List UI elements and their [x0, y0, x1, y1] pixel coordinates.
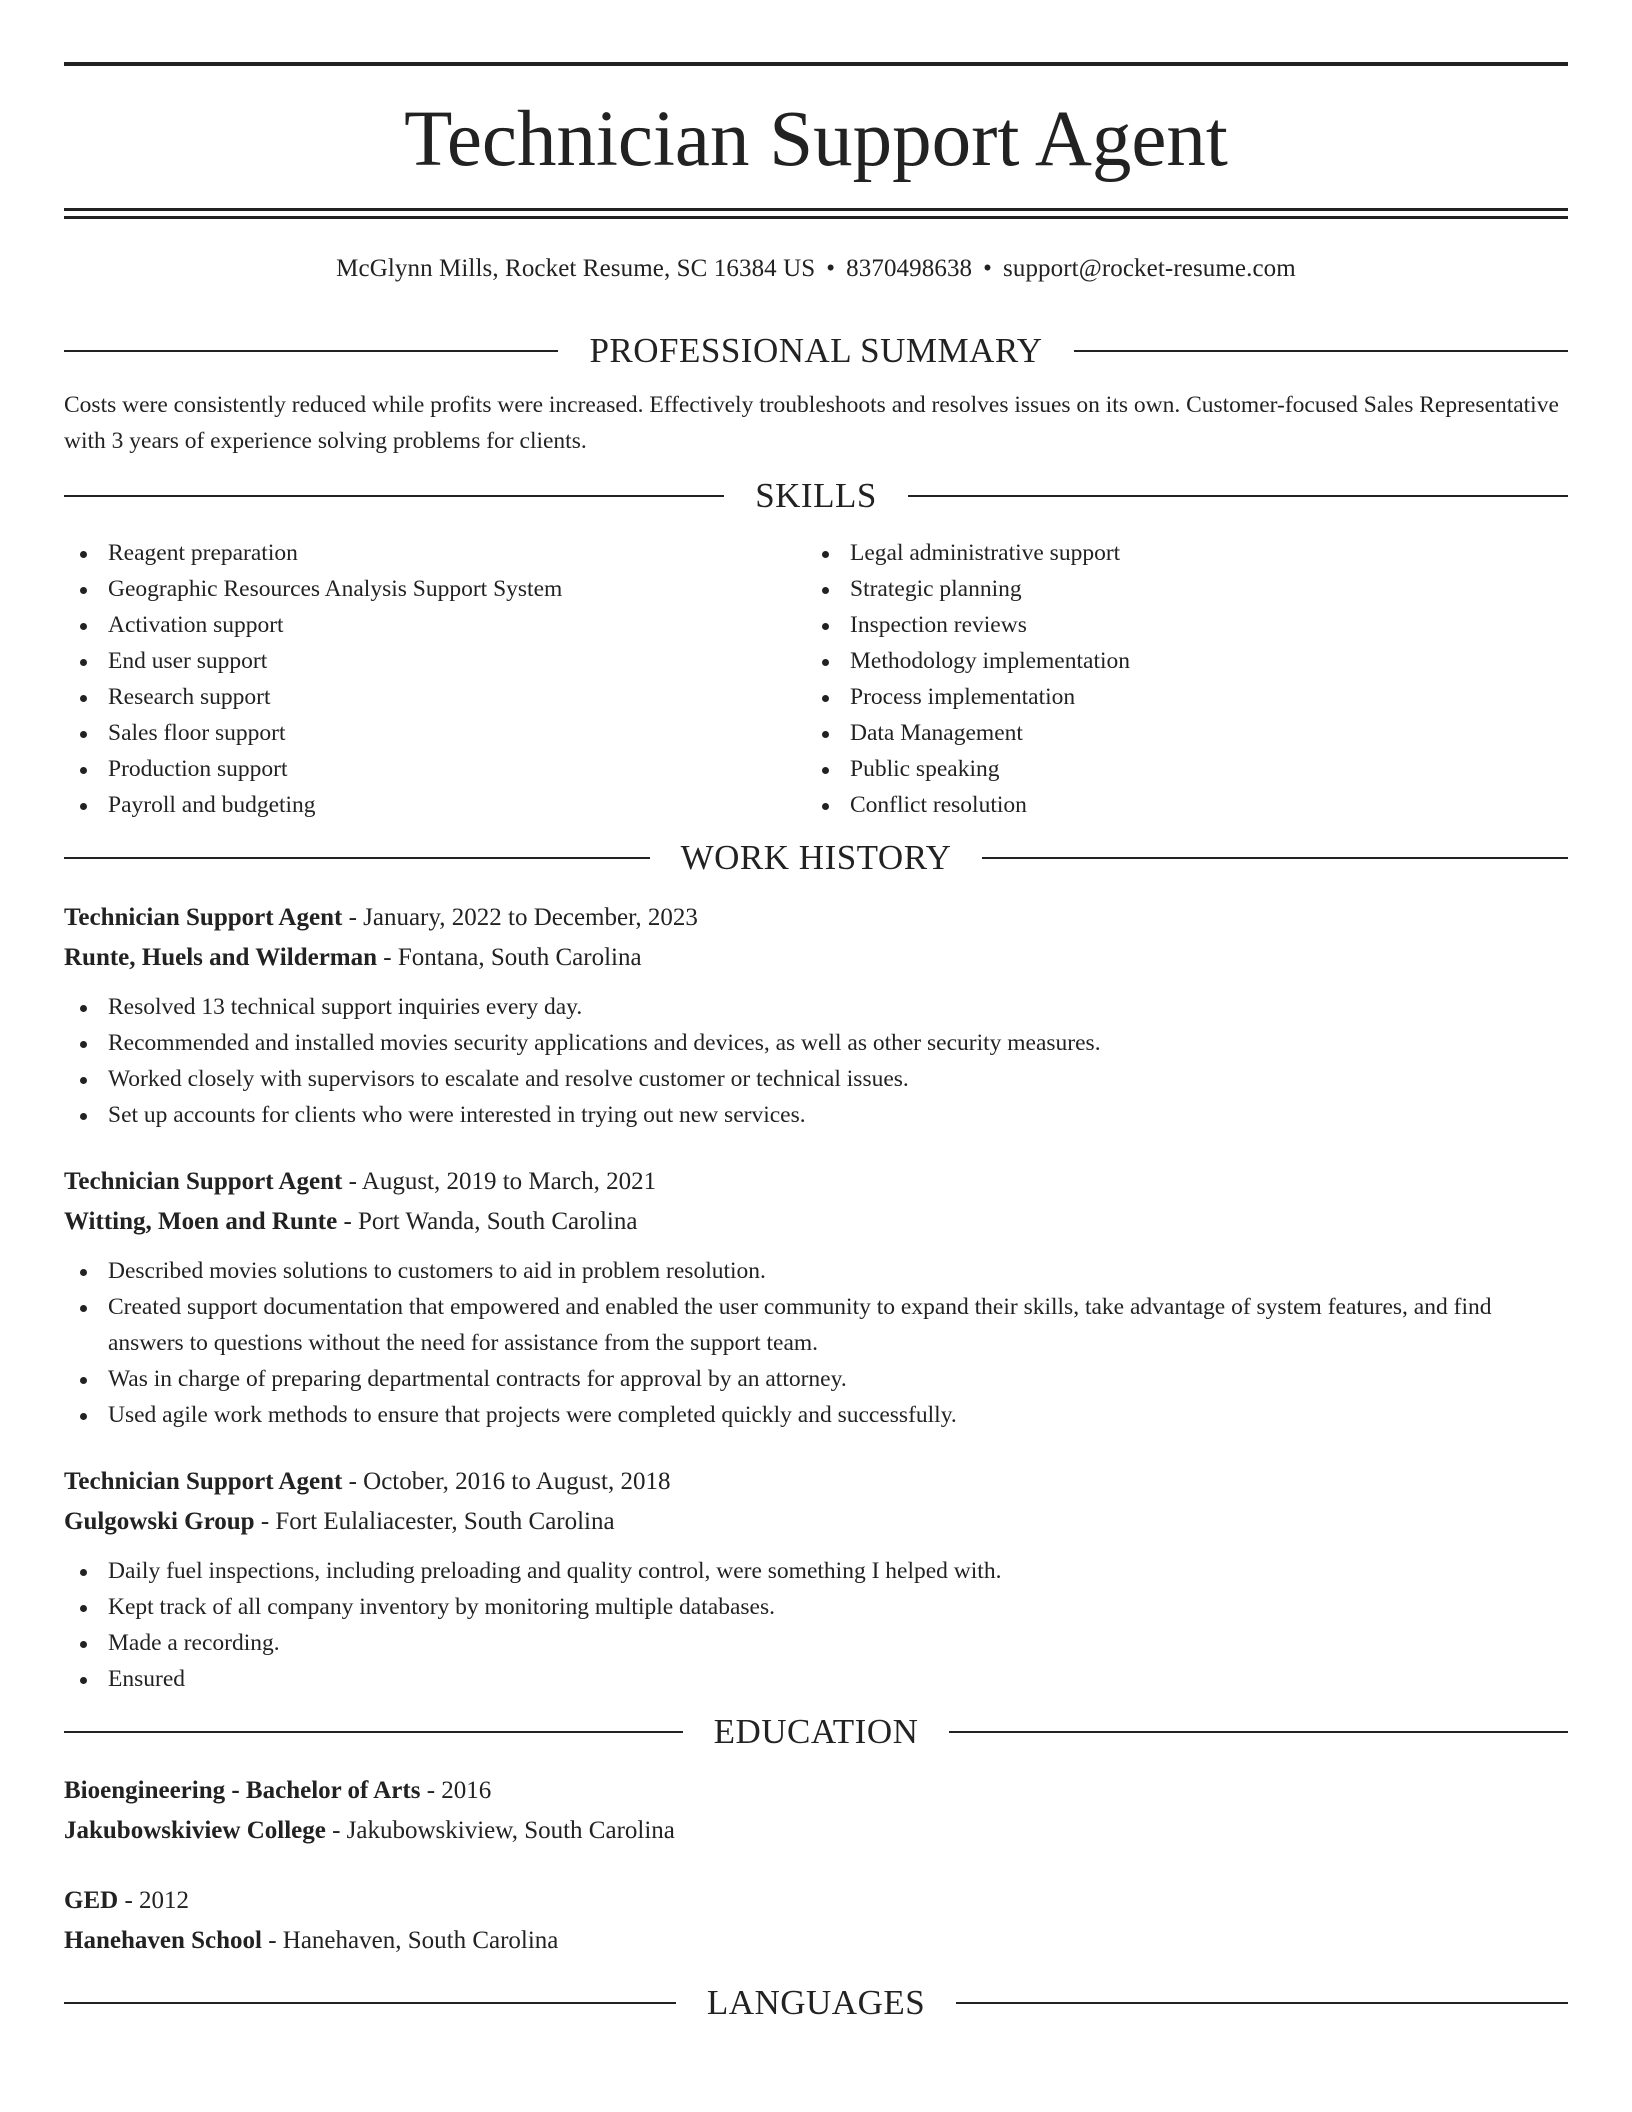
education-year: - 2012	[118, 1887, 190, 1914]
skill-item: Sales floor support	[64, 715, 806, 751]
divider-line	[64, 350, 558, 352]
skills-list-left	[64, 535, 806, 823]
section-header-summary	[64, 331, 1568, 371]
job-bullet: Worked closely with supervisors to escalate and resolve customer or technical issues.	[64, 1061, 1568, 1097]
job-title-line	[64, 898, 1568, 938]
job-bullet: Set up accounts for clients who were interested in trying out new services.	[64, 1097, 1568, 1133]
section-title-summary: PROFESSIONAL SUMMARY	[589, 331, 1043, 370]
contact-phone: 8370498638	[846, 255, 973, 282]
job-title-line	[64, 1462, 1568, 1502]
section-title-work: WORK HISTORY	[680, 838, 952, 877]
job-dates: - October, 2016 to August, 2018	[342, 1468, 671, 1495]
education-degree: GED	[64, 1887, 119, 1914]
job-company: Gulgowski Group	[64, 1508, 255, 1535]
divider-line	[64, 1731, 683, 1733]
job-title: Technician Support Agent	[64, 1168, 343, 1195]
job-bullet: Made a recording.	[64, 1625, 1568, 1661]
job-bullets	[64, 1253, 1568, 1433]
job-bullet: Resolved 13 technical support inquiries every day.	[64, 989, 1568, 1025]
job-location: - Fontana, South Carolina	[377, 944, 642, 971]
job-entry	[64, 1462, 1568, 1697]
contact-separator: •	[826, 255, 836, 282]
divider-line	[908, 495, 1568, 497]
skills-list-right	[806, 535, 1548, 823]
job-company-line	[64, 1202, 1568, 1242]
skill-item: Research support	[64, 679, 806, 715]
education-degree-line	[64, 1771, 1568, 1811]
skill-item: Geographic Resources Analysis Support System	[64, 571, 806, 607]
contact-email: support@rocket-resume.com	[1003, 255, 1296, 282]
skill-item: Reagent preparation	[64, 535, 806, 571]
education-degree-line	[64, 1881, 1568, 1921]
job-company-line	[64, 938, 1568, 978]
job-location: - Fort Eulaliacester, South Carolina	[254, 1508, 615, 1535]
education-school: Hanehaven School	[64, 1927, 262, 1954]
contact-separator: •	[983, 255, 993, 282]
resume-title: Technician Support Agent	[404, 96, 1228, 183]
job-bullet: Kept track of all company inventory by monitoring multiple databases.	[64, 1589, 1568, 1625]
job-location: - Port Wanda, South Carolina	[337, 1208, 638, 1235]
education-entry	[64, 1881, 1568, 1961]
section-header-skills	[64, 476, 1568, 516]
job-dates: - August, 2019 to March, 2021	[342, 1168, 657, 1195]
divider-line	[64, 2002, 676, 2004]
skill-item: Activation support	[64, 607, 806, 643]
section-title-skills: SKILLS	[755, 476, 877, 515]
job-company-line	[64, 1502, 1568, 1542]
divider-line	[982, 857, 1568, 859]
contact-address: McGlynn Mills, Rocket Resume, SC 16384 US	[336, 255, 816, 282]
skill-item: End user support	[64, 643, 806, 679]
education-school-line	[64, 1921, 1568, 1961]
skill-item: Legal administrative support	[806, 535, 1548, 571]
divider-line	[956, 2002, 1568, 2004]
job-bullet: Created support documentation that empowered and enabled the user community to expand their skills, take advantage of system features, and find answers to questions without the need for assistance from the support team.	[64, 1289, 1568, 1361]
skill-item: Strategic planning	[806, 571, 1548, 607]
resume-page	[64, 62, 1568, 2023]
skill-item: Production support	[64, 751, 806, 787]
title-rule-lower	[64, 216, 1568, 219]
job-bullet: Used agile work methods to ensure that projects were completed quickly and successfully.	[64, 1397, 1568, 1433]
summary-text: Costs were consistently reduced while profits were increased. Effectively troubleshoots and resolves issues on its own. Customer-focused Sales Representative with 3 years of experience solving problems for clients.	[64, 392, 1559, 454]
job-bullet: Ensured	[64, 1661, 1568, 1697]
education-year: - 2016	[420, 1777, 492, 1804]
job-dates: - January, 2022 to December, 2023	[342, 904, 698, 931]
section-title-education: EDUCATION	[713, 1712, 919, 1751]
contact-line	[64, 254, 1568, 284]
section-header-languages	[64, 1983, 1568, 2023]
skill-item: Payroll and budgeting	[64, 787, 806, 823]
education-location: - Jakubowskiview, South Carolina	[325, 1817, 675, 1844]
divider-line	[64, 495, 724, 497]
divider-line	[64, 857, 650, 859]
job-bullet: Was in charge of preparing departmental contracts for approval by an attorney.	[64, 1361, 1568, 1397]
job-bullet: Daily fuel inspections, including preloading and quality control, were something I helped with.	[64, 1553, 1568, 1589]
section-header-work	[64, 838, 1568, 878]
education-degree: Bioengineering - Bachelor of Arts	[64, 1777, 421, 1804]
job-bullet: Recommended and installed movies security applications and devices, as well as other security measures.	[64, 1025, 1568, 1061]
job-bullet: Described movies solutions to customers to aid in problem resolution.	[64, 1253, 1568, 1289]
education-location: - Hanehaven, South Carolina	[261, 1927, 559, 1954]
divider-line	[949, 1731, 1568, 1733]
skill-item: Conflict resolution	[806, 787, 1548, 823]
job-company: Witting, Moen and Runte	[64, 1208, 338, 1235]
job-entry	[64, 1162, 1568, 1433]
job-title-line	[64, 1162, 1568, 1202]
job-bullets	[64, 989, 1568, 1133]
job-company: Runte, Huels and Wilderman	[64, 944, 378, 971]
section-header-education	[64, 1712, 1568, 1752]
skill-item: Data Management	[806, 715, 1548, 751]
education-entry	[64, 1771, 1568, 1851]
skill-item: Public speaking	[806, 751, 1548, 787]
skill-item: Process implementation	[806, 679, 1548, 715]
divider-line	[1074, 350, 1568, 352]
job-title: Technician Support Agent	[64, 904, 343, 931]
skill-item: Methodology implementation	[806, 643, 1548, 679]
section-title-languages: LANGUAGES	[706, 1983, 926, 2022]
skills-columns	[64, 535, 1568, 823]
education-school-line	[64, 1811, 1568, 1851]
job-bullets	[64, 1553, 1568, 1697]
education-school: Jakubowskiview College	[64, 1817, 326, 1844]
skill-item: Inspection reviews	[806, 607, 1548, 643]
job-title: Technician Support Agent	[64, 1468, 343, 1495]
job-entry	[64, 898, 1568, 1133]
